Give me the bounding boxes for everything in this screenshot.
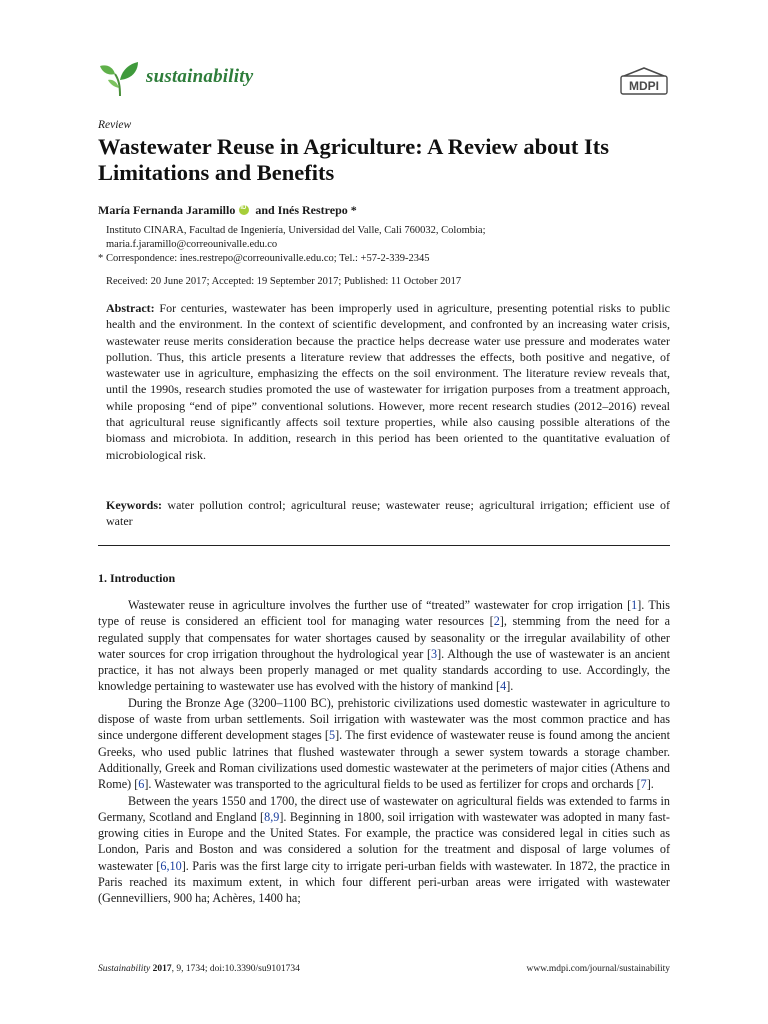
- paragraph: During the Bronze Age (3200–1100 BC), prehistoric civilizations used domestic wastewater in agriculture to dispose of waste from urban settlements. Soil irrigation with wastewater was the most common practice and has since undergone different development stages [5]. The first evidence of wastewater reuse is found among the ancient Greeks, who used public latrines that flushed wastewater through a sewer system towards a storage chamber. Additionally, Greek and Roman civilizations used domestic wastewater at the perimeters of major cities (Athens and Rome) [6]. Wastewater was transported to the agricultural fields to be used as fertilizer for crops and orchards [7].: [98, 695, 670, 792]
- correspondence-text: Correspondence: ines.restrepo@correounivalle.edu.co; Tel.: +57-2-339-2345: [106, 253, 430, 264]
- orcid-icon[interactable]: [239, 205, 249, 215]
- citation-link[interactable]: 7: [640, 777, 647, 792]
- citation-link[interactable]: 3: [431, 646, 438, 661]
- article-title: Wastewater Reuse in Agriculture: A Review about Its Limitations and Benefits: [98, 134, 610, 185]
- footer-url[interactable]: www.mdpi.com/journal/sustainability: [526, 964, 670, 974]
- abstract-text: For centuries, wastewater has been improperly used in agriculture, presenting potential risks to public health and the environment. In the context of scientific development, and confronted by an increasing water crisis, wastewater reuse merits consideration because the practice helps decrease water use pressure and moderates water pollution. Thus, this article presents a literature review that addresses the effects, both positive and negative, of wastewater use in agriculture, emphasizing the effects on the soil environment. The literature review reveals that, until the 1990s, research studies promoted the use of wastewater for irrigation purposes from a treatment approach, while proposing “end of pipe” conventional solutions. However, more recent research studies (2012–2016) reveal that agricultural reuse significantly affects soil texture properties, while also causing possible alterations of the biomass and microbiota. In addition, research in this period has been oriented to the quantitative evaluation of microbiological risk.: [106, 301, 671, 462]
- mdpi-logo: [618, 66, 670, 100]
- section-heading: 1. Introduction: [98, 571, 176, 585]
- paragraph: Wastewater reuse in agriculture involves the further use of “treated” wastewater for crop irrigation [1]. This type of reuse is considered an efficient tool for managing water resources [2], stemming from the need for a regulated supply that compensates for water shortages caused by seasonality or the irregular availability of other water sources for crop irrigation throughout the hydrological year [3]. Although the use of wastewater is an ancient practice, it has not always been properly managed or met quality standards according to use. Accordingly, the knowledge pertaining to wastewater use has evolved with the history of mankind [4].: [98, 598, 670, 694]
- author-name: María Fernanda Jaramillo: [98, 203, 236, 217]
- paragraph: Between the years 1550 and 1700, the direct use of wastewater on agricultural fields was extended to farms in Germany, Scotland and England [8,9]. Beginning in 1800, soil irrigation with wastewater was adopted in many fast-growing cities in Europe and the United States. For example, the practice was considered legal in cities such as London, Paris and Boston and was considered a solution for the treatment and disposal of large volumes of wastewater [6,10]. Paris was the first large city to irrigate peri-urban fields with wastewater. In 1872, the practice in Paris reached its maximum extent, in which four different peri-urban areas were irrigated with wastewater (Gennevilliers, 900 ha; Achères, 1400 ha;: [98, 793, 671, 906]
- abstract: [106, 300, 670, 463]
- citation-link[interactable]: 1: [631, 598, 638, 612]
- section-divider: [98, 545, 670, 546]
- footer-details: , 9, 1734; doi:10.3390/su9101734: [171, 964, 300, 974]
- publication-dates: Received: 20 June 2017; Accepted: 19 September 2017; Published: 11 October 2017: [106, 276, 462, 287]
- keywords: [106, 497, 670, 530]
- citation-link[interactable]: 6: [138, 777, 145, 792]
- affiliation: Instituto CINARA, Facultad de Ingeniería, Universidad del Valle, Cali 760032, Colombia;: [106, 225, 486, 236]
- correspondence-mark: *: [98, 253, 104, 264]
- author-email: maria.f.jaramillo@correounivalle.edu.co: [106, 239, 278, 250]
- citation-link[interactable]: 8,9: [264, 809, 280, 824]
- citation-link[interactable]: 4: [500, 679, 507, 694]
- introduction-body: [98, 597, 670, 907]
- publisher-name: MDPI: [629, 79, 659, 93]
- author-name: and Inés Restrepo *: [255, 203, 357, 217]
- keywords-label: Keywords:: [106, 498, 162, 512]
- article-type: Review: [98, 119, 132, 131]
- footer-journal: Sustainability: [98, 964, 151, 974]
- footer-citation: [98, 964, 300, 974]
- journal-name: sustainability: [146, 66, 254, 87]
- citation-link[interactable]: 6,10: [160, 858, 182, 873]
- correspondence: [98, 252, 430, 265]
- abstract-label: Abstract:: [106, 301, 155, 315]
- footer-year: 2017: [152, 964, 172, 974]
- leaf-logo-icon: [98, 58, 142, 98]
- citation-link[interactable]: 2: [493, 614, 500, 629]
- citation-link[interactable]: 5: [329, 728, 336, 743]
- author-list: [98, 203, 357, 218]
- keywords-text: water pollution control; agricultural reuse; wastewater reuse; agricultural irrigation; efficient use of water: [106, 498, 670, 529]
